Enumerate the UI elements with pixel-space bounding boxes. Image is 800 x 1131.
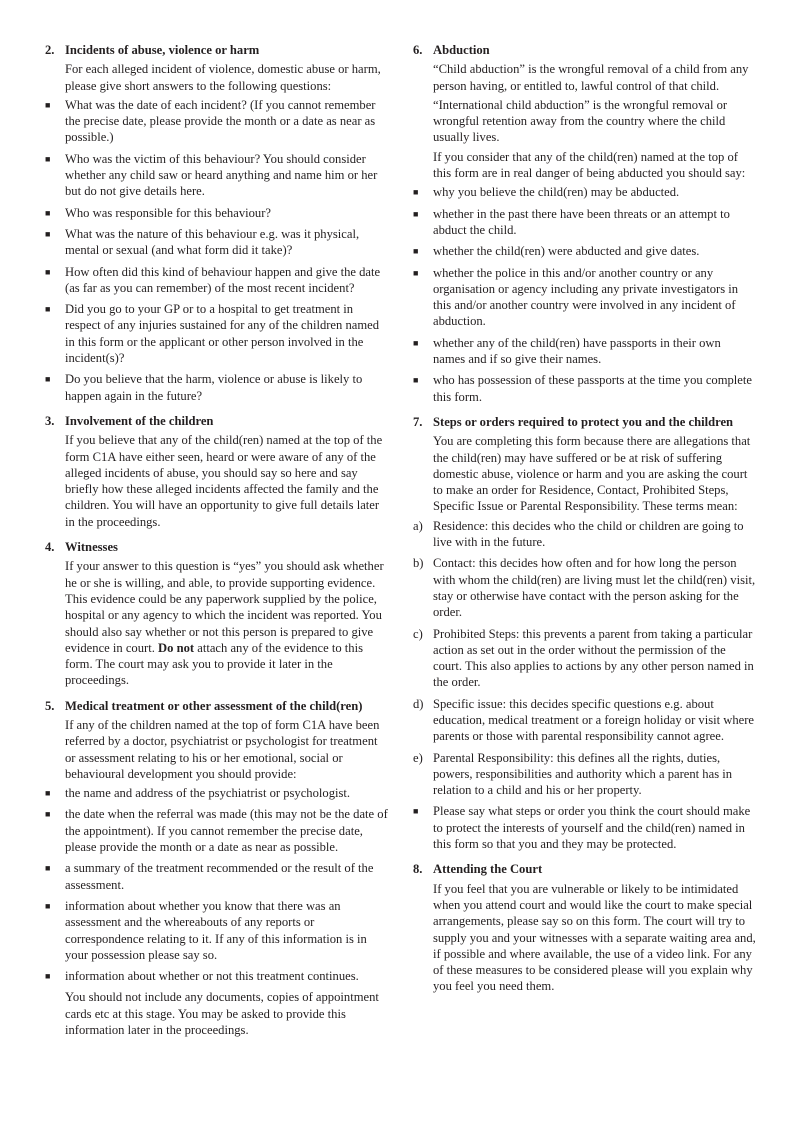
section-number: 7.: [413, 414, 423, 429]
left-column: [45, 42, 390, 1047]
list-item: ■ why you believe the child(ren) may be abducted.: [413, 185, 680, 200]
section-outro: You should not include any documents, copies of appointment cards etc at this stage. You may be asked to provide this information later in the proceedings.: [65, 990, 379, 1038]
section-heading: [45, 698, 390, 714]
bullet-icon: ■: [45, 788, 51, 799]
bullet-icon: ■: [413, 806, 419, 817]
term-letter: c): [413, 626, 423, 641]
section-heading: [45, 539, 390, 555]
bullet-icon: ■: [413, 375, 419, 386]
section-body: If you feel that you are vulnerable or likely to be intimidated when you attend court and would like the court to make special arrangements, please say so on this form. The court will try to supply you and your witnesses with a separate waiting area and, if possible and where available, the use of a video link. For any of these measures to be considered please will you explain why you feel you need them.: [433, 881, 756, 994]
list-item: ■ the date when the referral was made (this may not be the date of the appointment). If you cannot remember the precise date, please provide the month or a date as near as possible.: [45, 807, 388, 855]
list-item: ■ How often did this kind of behaviour happen and give the date (as far as you can remember) of the most recent incident?: [45, 264, 381, 295]
bullet-icon: ■: [45, 971, 51, 982]
definition-paragraph: “Child abduction” is the wrongful removal of a child from any person having, or entitled to, lawful control of that child.: [433, 62, 749, 93]
list-item: ■ Did you go to your GP or to a hospital to get treatment in respect of any injuries sustained for any of the children named in this form or the applicant or other person involved in the incident(s)?: [45, 302, 380, 366]
list-item: ■ whether in the past there have been threats or an attempt to abduct the child.: [413, 206, 730, 237]
bullet-icon: ■: [413, 267, 419, 278]
section-involvement: [45, 413, 390, 530]
section-number: 2.: [45, 43, 55, 57]
term-letter: a): [413, 518, 423, 533]
right-column: [413, 42, 756, 1004]
term-item: b) Contact: this decides how often and for how long the person with whom the child(ren) are living must let the child(ren) visit, stay or otherwise have contact with the person asking for the order.: [413, 556, 756, 620]
bullet-icon: ■: [413, 187, 419, 198]
list-item: ■ Please say what steps or order you think the court should make to protect the interests of yourself and the child(ren) named in this form so that you and they may be protected.: [413, 804, 751, 852]
bullet-icon: ■: [413, 246, 419, 257]
bullet-icon: ■: [45, 374, 51, 385]
bullet-icon: ■: [45, 900, 51, 911]
bullet-icon: ■: [45, 809, 51, 820]
list-item: ■ What was the nature of this behaviour e.g. was it physical, mental or sexual (and what form did it take)?: [45, 226, 360, 258]
section-number: 4.: [45, 540, 55, 555]
list-item: ■ whether the police in this and/or another country or any organisation or agency including any private investigators in this and/or another country were involved in any incident of abduction.: [413, 265, 739, 329]
term-item: e) Parental Responsibility: this defines all the rights, duties, powers, responsibilities and authority which a parent has in relation to a child and his or her property.: [413, 750, 733, 798]
section-title: Witnesses: [65, 540, 118, 555]
section-intro: For each alleged incident of violence, domestic abuse or harm, please give short answers to the following questions:: [65, 62, 381, 93]
list-item: ■ information about whether or not this treatment continues.: [45, 969, 359, 984]
list-item: ■ Do you believe that the harm, violence or abuse is likely to happen again in the future?: [45, 372, 363, 403]
section-number: 5.: [45, 698, 55, 713]
section-heading: [413, 414, 756, 430]
list-item: ■ whether the child(ren) were abducted and give dates.: [413, 244, 700, 259]
section-heading: [413, 861, 756, 877]
section-title: Involvement of the children: [65, 413, 214, 428]
section-abduction: [413, 42, 756, 405]
list-item: ■ Who was the victim of this behaviour? You should consider whether any child saw or heard anything and name him or her but do not give details here.: [45, 151, 378, 199]
list-item: ■ whether any of the child(ren) have passports in their own names and if so give their names.: [413, 335, 721, 367]
section-heading: [45, 413, 390, 429]
term-letter: d): [413, 696, 424, 711]
section-intro: If any of the children named at the top of form C1A have been referred by a doctor, psychiatrist or psychologist for treatment or assessment relating to his or her emotional, social or behavioural development you should provide:: [65, 717, 380, 781]
section-steps-orders: [413, 414, 756, 852]
section-number: 8.: [413, 862, 423, 877]
list-item: ■ who has possession of these passports at the time you complete this form.: [413, 373, 752, 404]
section-title: Abduction: [433, 43, 490, 57]
term-item: d) Specific issue: this decides specific questions e.g. about education, medical treatment or a foreign holiday or visit where parents or those with parental responsibility cannot agree.: [413, 696, 755, 744]
list-item: ■ information about whether you know that there was an assessment and the whereabouts of any reports or correspondence relating to it. If any of this information is in your possession please say so.: [45, 898, 367, 962]
bullet-icon: ■: [413, 208, 419, 219]
list-item: ■ a summary of the treatment recommended or the result of the assessment.: [45, 861, 374, 892]
bullet-icon: ■: [45, 304, 51, 315]
bullet-icon: ■: [45, 228, 51, 239]
section-heading: [413, 42, 756, 58]
bullet-icon: ■: [45, 99, 51, 110]
term-item: a) Residence: this decides who the child or children are going to live with in the future.: [413, 518, 744, 550]
bullet-icon: ■: [45, 863, 51, 874]
section-number: 6.: [413, 43, 423, 57]
section-intro: If you consider that any of the child(ren) named at the top of this form are in real danger of being abducted you should say:: [433, 149, 746, 181]
term-letter: e): [413, 750, 423, 765]
term-item: c) Prohibited Steps: this prevents a parent from taking a particular action as set out in the order without the permission of the court. This also applies to actions by any other person named in the order.: [413, 626, 754, 690]
term-letter: b): [413, 556, 424, 571]
section-title: Steps or orders required to protect you and the children: [433, 414, 734, 429]
list-item: ■ Who was responsible for this behaviour?: [45, 205, 271, 220]
section-title: Medical treatment or other assessment of the child(ren): [65, 698, 363, 713]
section-incidents: [45, 42, 390, 404]
section-body: If you believe that any of the child(ren) named at the top of the form C1A have either seen, heard or were aware of any of the alleged incidents of abuse, you should say so here and say briefly how these alleged incidents affected the family and the children. You will have an opportunity to give full details later in the proceedings.: [65, 433, 383, 529]
section-medical: [45, 698, 390, 1039]
section-title: Incidents of abuse, violence or harm: [65, 43, 260, 57]
list-item: ■ the name and address of the psychiatrist or psychologist.: [45, 786, 351, 801]
section-intro: You are completing this form because there are allegations that the child(ren) may have suffered or be at risk of suffering domestic abuse, violence or harm and you are asking the court to make an order for Residence, Contact, Prohibited Steps, Specific Issue or Parental Responsibility. These terms mean:: [433, 434, 751, 514]
section-title: Attending the Court: [433, 862, 543, 877]
section-body: If your answer to this question is “yes” you should ask whether he or she is willing, and able, to provide supporting evidence. This evidence could be any paperwork supplied by the police, hospital or any agency to which the incident was reported. You should also say whether or not this person is prepared to give evidence in court. Do not attach any of the evidence to this form. The court may ask you to provide it later in the proceedings.: [65, 559, 384, 688]
bullet-icon: ■: [45, 266, 51, 277]
bullet-icon: ■: [413, 337, 419, 348]
section-number: 3.: [45, 413, 55, 428]
bullet-icon: ■: [45, 207, 51, 218]
list-item: ■ What was the date of each incident? (If you cannot remember the precise date, please provide the month or a date as near as possible.): [45, 97, 376, 145]
section-attending-court: [413, 861, 756, 994]
definition-paragraph: “International child abduction” is the wrongful removal or wrongful retention away from the country where the child usually lives.: [433, 97, 728, 145]
bullet-icon: ■: [45, 153, 51, 164]
section-heading: [45, 42, 390, 58]
section-witnesses: [45, 539, 390, 689]
emphasis-text: Do not: [158, 640, 195, 655]
